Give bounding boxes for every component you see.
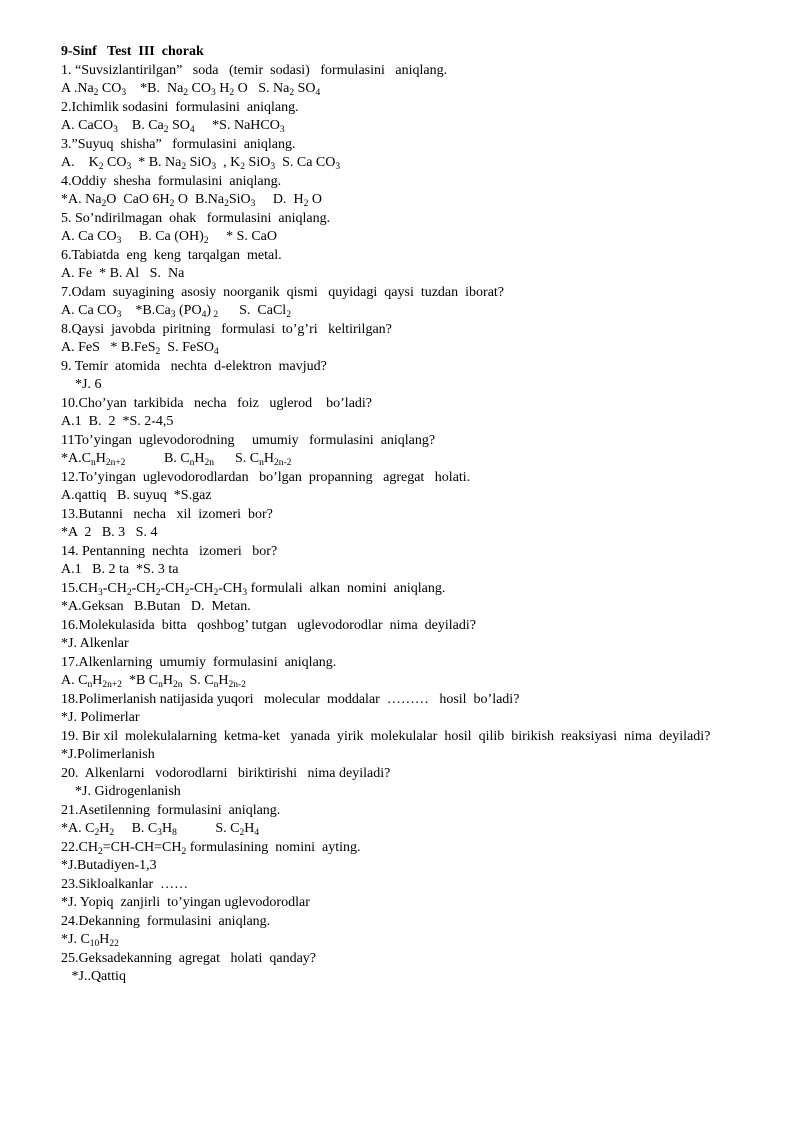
test-line: 7.Odam suyagining asosiy noorganik qismi quyidagi qaysi tuzdan iborat?	[61, 284, 505, 300]
test-line: *J. Yopiq zanjirli to’yingan uglevodorodlar	[61, 895, 310, 910]
test-line: *A. $C_2H_2$ B. $C_3H_8$ S. $C_2H_4$	[61, 821, 260, 838]
test-line: *J. 6	[61, 377, 102, 392]
test-line: A.1 B. 2 ta *S. 3 ta	[61, 562, 179, 577]
test-line: A. Ca $CO_3$ $*B.Ca_3$ $(PO_4)$ $_2$ S. CaCl$_2$	[61, 303, 291, 320]
test-line: A. $C_nH_{2n+2}$ *B $C_nH_{2n}$ S. $C_nH_{2n-2}$	[61, 673, 246, 690]
test-line: 3.”Suyuq shisha” formulasini aniqlang.	[61, 136, 296, 152]
test-line: 13.Butanni necha xil izomeri bor?	[61, 506, 273, 522]
test-line: 8.Qaysi javobda piritning formulasi to’g’ri keltirilgan?	[61, 321, 392, 337]
test-line: 12.To’yingan uglevodorodlardan bo’lgan propanning agregat holati.	[61, 469, 471, 485]
test-line: *A 2 B. 3 S. 4	[61, 525, 158, 540]
test-line: A.1 B. 2 *S. 2-4,5	[61, 414, 174, 429]
test-line: A. CaCO$_3$ B. $Ca_2$ $SO_4$ *S. NaHCO$_3$	[61, 118, 285, 135]
test-line: *A.Geksan B.Butan D. Metan.	[61, 599, 251, 614]
test-line: *J. Polimerlar	[61, 710, 140, 725]
test-line: $15.CH_3-CH_2-CH_2-CH_2-CH_2-CH_3$ formulali alkan nomini aniqlang.	[61, 580, 446, 598]
test-line: A.qattiq B. suyuq *S.gaz	[61, 488, 212, 503]
test-line: 9. Temir atomida nechta d-elektron mavjud?	[61, 358, 327, 374]
test-line: 17.Alkenlarning umumiy formulasini aniqlang.	[61, 654, 337, 670]
test-line: A. Fe * B. Al S. Na	[61, 266, 185, 281]
test-line: 24.Dekanning formulasini aniqlang.	[61, 913, 271, 929]
test-line: 20. Alkenlarni vodorodlarni biriktirishi nima deyiladi?	[61, 765, 391, 781]
test-line: $22.CH_2=CH-CH=CH_2$ formulasining nomini ayting.	[61, 839, 361, 857]
test-line: 23.Sikloalkanlar ……	[61, 876, 189, 892]
test-line: A. $K_2$ $CO_3$ * B. $Na_2$ SiO$_3$ , $K_2$ SiO$_3$ S. Ca $CO_3$	[61, 155, 341, 172]
test-line: 25.Geksadekanning agregat holati qanday?	[61, 950, 317, 966]
test-line: *J. $C_{10}H_{22}$	[61, 932, 119, 949]
test-line: *J. Gidrogenlanish	[61, 784, 181, 799]
test-line: 5. So’ndirilmagan ohak formulasini aniqlang.	[61, 210, 331, 226]
test-line: 11To’yingan uglevodorodning umumiy formulasini aniqlang?	[61, 432, 436, 448]
test-line: 10.Cho’yan tarkibida necha foiz uglerod bo’ladi?	[61, 395, 373, 411]
test-line: $*A.C_nH_{2n+2}$ B. $C_nH_{2n}$ S. $C_nH_{2n-2}$	[61, 451, 292, 468]
test-line: *J. Alkenlar	[61, 636, 129, 651]
test-line: A. FeS * B.FeS$_2$ S. FeSO$_4$	[61, 340, 219, 357]
test-line: *J.Butadiyen-1,3	[61, 858, 157, 873]
test-line: *A. $Na_2O$ CaO $6H_2$ O $B.Na_2SiO_3$ D. $H_2$ O	[61, 192, 323, 209]
document-title: 9-Sinf Test III chorak	[61, 44, 204, 59]
test-line: *J.Polimerlanish	[61, 747, 155, 762]
test-line: A. Ca $CO_3$ B. Ca $(OH)_2$ * S. CaO	[61, 229, 278, 246]
test-line: 18.Polimerlanish natijasida yuqori molecular moddalar ……… hosil bo’ladi?	[61, 691, 520, 707]
test-line: 2.Ichimlik sodasini formulasini aniqlang.	[61, 99, 299, 115]
test-line: 6.Tabiatda eng keng tarqalgan metal.	[61, 247, 282, 263]
test-line: 21.Asetilenning formulasini aniqlang.	[61, 802, 281, 818]
test-line: 19. Bir xil molekulalarning ketma-ket yanada yirik molekulalar hosil qilib birikish reaksiyasi nima deyiladi?	[61, 728, 711, 744]
test-line: 4.Oddiy shesha formulasini aniqlang.	[61, 173, 282, 189]
test-line: 16.Molekulasida bitta qoshbog’ tutgan uglevodorodlar nima deyiladi?	[61, 617, 476, 633]
test-line: A $.Na_2$ $CO_3$ *B. $Na_2$ $CO_3$ $H_2$ O S. $Na_2$ $SO_4$	[61, 81, 321, 98]
test-line: 1. “Suvsizlantirilgan” soda (temir sodasi) formulasini aniqlang.	[61, 62, 448, 78]
test-line: *J..Qattiq	[61, 969, 126, 984]
test-line: 14. Pentanning nechta izomeri bor?	[61, 543, 278, 559]
